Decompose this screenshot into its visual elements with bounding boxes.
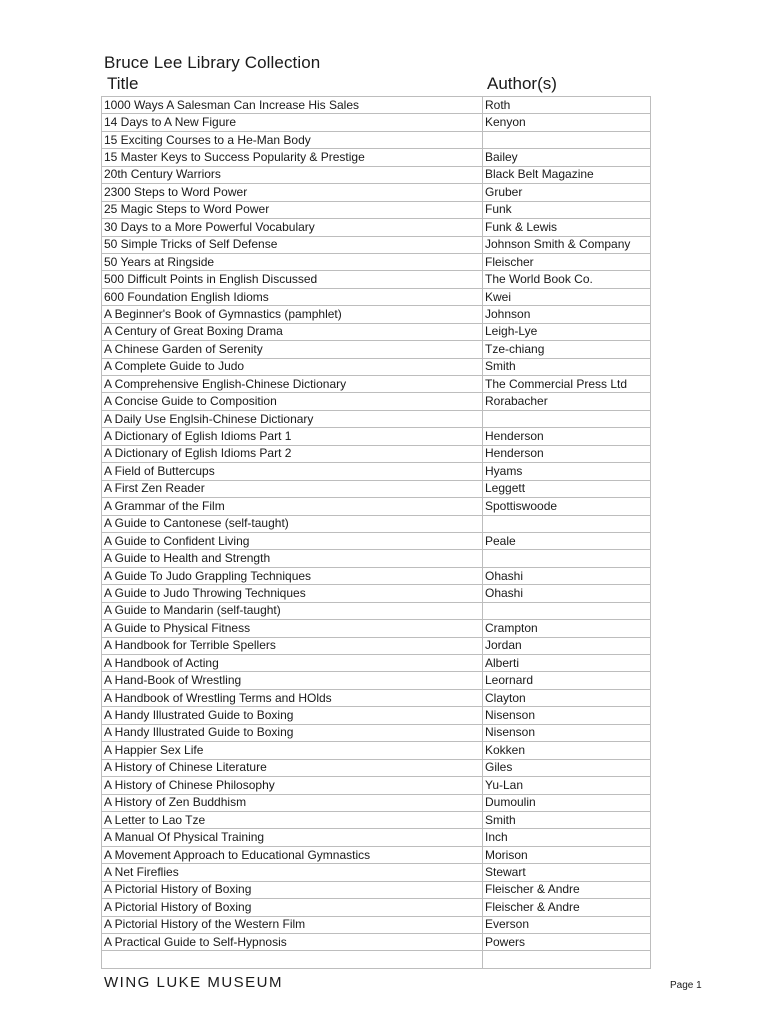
book-author-cell: Fleischer & Andre: [483, 899, 651, 916]
table-row: [102, 585, 651, 602]
table-row: [102, 532, 651, 549]
table-row: [102, 811, 651, 828]
book-title-cell: A Grammar of the Film: [102, 498, 483, 515]
book-author-cell: [483, 951, 651, 968]
book-title-cell: A Practical Guide to Self-Hypnosis: [102, 934, 483, 951]
book-author-cell: Leigh-Lye: [483, 323, 651, 340]
table-row: [102, 271, 651, 288]
book-title-cell: A Guide to Mandarin (self-taught): [102, 602, 483, 619]
book-title-cell: A Handy Illustrated Guide to Boxing: [102, 724, 483, 741]
book-title-cell: A Handbook for Terrible Spellers: [102, 637, 483, 654]
book-author-cell: Smith: [483, 358, 651, 375]
book-author-cell: [483, 410, 651, 427]
book-author-cell: Clayton: [483, 689, 651, 706]
table-row: [102, 515, 651, 532]
book-title-cell: A Guide to Physical Fitness: [102, 620, 483, 637]
book-author-cell: Powers: [483, 934, 651, 951]
table-row: [102, 376, 651, 393]
book-author-cell: [483, 550, 651, 567]
book-title-cell: A Happier Sex Life: [102, 742, 483, 759]
book-author-cell: Kokken: [483, 742, 651, 759]
book-title-cell: A Century of Great Boxing Drama: [102, 323, 483, 340]
book-author-cell: Ohashi: [483, 567, 651, 584]
table-row: [102, 899, 651, 916]
book-title-cell: A Hand-Book of Wrestling: [102, 672, 483, 689]
book-author-cell: The Commercial Press Ltd: [483, 376, 651, 393]
book-author-cell: Hyams: [483, 463, 651, 480]
table-row: [102, 637, 651, 654]
book-title-cell: A Manual Of Physical Training: [102, 829, 483, 846]
book-title-cell: 2300 Steps to Word Power: [102, 184, 483, 201]
table-row: [102, 916, 651, 933]
book-author-cell: Peale: [483, 532, 651, 549]
table-row: [102, 550, 651, 567]
book-author-cell: Nisenson: [483, 707, 651, 724]
table-row: [102, 829, 651, 846]
book-author-cell: Tze-chiang: [483, 341, 651, 358]
book-author-cell: Bailey: [483, 149, 651, 166]
book-author-cell: Everson: [483, 916, 651, 933]
book-title-cell: A Dictionary of Eglish Idioms Part 1: [102, 428, 483, 445]
book-author-cell: Spottiswoode: [483, 498, 651, 515]
table-row: [102, 759, 651, 776]
table-row: [102, 358, 651, 375]
book-author-cell: Funk & Lewis: [483, 219, 651, 236]
book-author-cell: [483, 131, 651, 148]
book-author-cell: Henderson: [483, 428, 651, 445]
table-row: [102, 184, 651, 201]
book-title-cell: 1000 Ways A Salesman Can Increase His Sales: [102, 97, 483, 114]
book-title-cell: A Pictorial History of Boxing: [102, 899, 483, 916]
book-author-cell: Yu-Lan: [483, 777, 651, 794]
book-author-cell: Leornard: [483, 672, 651, 689]
book-title-cell: A Comprehensive English-Chinese Dictionary: [102, 376, 483, 393]
book-title-cell: A History of Zen Buddhism: [102, 794, 483, 811]
book-author-cell: Giles: [483, 759, 651, 776]
table-row: [102, 777, 651, 794]
book-title-cell: A Letter to Lao Tze: [102, 811, 483, 828]
book-title-cell: A Pictorial History of the Western Film: [102, 916, 483, 933]
table-row: [102, 672, 651, 689]
table-row: [102, 288, 651, 305]
book-title-cell: A Movement Approach to Educational Gymnastics: [102, 846, 483, 863]
book-author-cell: Morison: [483, 846, 651, 863]
book-title-cell: A Pictorial History of Boxing: [102, 881, 483, 898]
book-author-cell: The World Book Co.: [483, 271, 651, 288]
book-title-cell: A Guide to Judo Throwing Techniques: [102, 585, 483, 602]
table-row: [102, 445, 651, 462]
table-row: [102, 166, 651, 183]
book-title-cell: A Guide to Confident Living: [102, 532, 483, 549]
table-row: [102, 341, 651, 358]
book-author-cell: Fleischer & Andre: [483, 881, 651, 898]
book-author-cell: Stewart: [483, 864, 651, 881]
table-row: [102, 742, 651, 759]
book-title-cell: A Field of Buttercups: [102, 463, 483, 480]
book-title-cell: A Guide to Health and Strength: [102, 550, 483, 567]
column-header-author: Author(s): [487, 74, 557, 93]
book-title-cell: 500 Difficult Points in English Discussed: [102, 271, 483, 288]
book-title-cell: A Chinese Garden of Serenity: [102, 341, 483, 358]
book-title-cell: 15 Exciting Courses to a He-Man Body: [102, 131, 483, 148]
book-author-cell: Henderson: [483, 445, 651, 462]
book-author-cell: Black Belt Magazine: [483, 166, 651, 183]
table-row: [102, 201, 651, 218]
table-row: [102, 864, 651, 881]
table-row: [102, 934, 651, 951]
table-row: [102, 655, 651, 672]
table-row: [102, 410, 651, 427]
table-row: [102, 794, 651, 811]
book-title-cell: A Daily Use Englsih-Chinese Dictionary: [102, 410, 483, 427]
book-title-cell: 15 Master Keys to Success Popularity & Prestige: [102, 149, 483, 166]
book-title-cell: [102, 951, 483, 968]
book-author-cell: Jordan: [483, 637, 651, 654]
book-author-cell: [483, 602, 651, 619]
book-author-cell: Gruber: [483, 184, 651, 201]
book-title-cell: A Handbook of Wrestling Terms and HOlds: [102, 689, 483, 706]
table-row: [102, 846, 651, 863]
book-author-cell: Kenyon: [483, 114, 651, 131]
table-row: [102, 114, 651, 131]
table-row: [102, 602, 651, 619]
book-title-cell: A Complete Guide to Judo: [102, 358, 483, 375]
table-row: [102, 393, 651, 410]
book-author-cell: Funk: [483, 201, 651, 218]
book-title-cell: A Guide to Cantonese (self-taught): [102, 515, 483, 532]
book-title-cell: 600 Foundation English Idioms: [102, 288, 483, 305]
book-title-cell: 30 Days to a More Powerful Vocabulary: [102, 219, 483, 236]
book-title-cell: A First Zen Reader: [102, 480, 483, 497]
table-row: [102, 149, 651, 166]
book-title-cell: A Net Fireflies: [102, 864, 483, 881]
book-author-cell: Leggett: [483, 480, 651, 497]
table-row: [102, 689, 651, 706]
table-row: [102, 620, 651, 637]
table-row: [102, 97, 651, 114]
book-author-cell: Roth: [483, 97, 651, 114]
table-row: [102, 567, 651, 584]
book-author-cell: Johnson Smith & Company: [483, 236, 651, 253]
book-title-cell: 20th Century Warriors: [102, 166, 483, 183]
book-title-cell: 14 Days to A New Figure: [102, 114, 483, 131]
book-author-cell: Johnson: [483, 306, 651, 323]
book-author-cell: Kwei: [483, 288, 651, 305]
table-row: [102, 323, 651, 340]
column-header-title: Title: [107, 74, 139, 93]
book-title-cell: A Beginner's Book of Gymnastics (pamphlet): [102, 306, 483, 323]
table-row: [102, 480, 651, 497]
book-author-cell: Rorabacher: [483, 393, 651, 410]
table-row: [102, 306, 651, 323]
book-title-cell: A History of Chinese Philosophy: [102, 777, 483, 794]
book-author-cell: [483, 515, 651, 532]
table-row: [102, 498, 651, 515]
footer-page-number: Page 1: [670, 980, 702, 991]
book-title-cell: A Concise Guide to Composition: [102, 393, 483, 410]
table-row: [102, 253, 651, 270]
table-row: [102, 881, 651, 898]
book-title-cell: A Handy Illustrated Guide to Boxing: [102, 707, 483, 724]
book-title-cell: 50 Simple Tricks of Self Defense: [102, 236, 483, 253]
footer-museum-name: WING LUKE MUSEUM: [104, 974, 284, 991]
table-row: [102, 219, 651, 236]
table-row: [102, 428, 651, 445]
table-row: [102, 951, 651, 968]
book-title-cell: A Handbook of Acting: [102, 655, 483, 672]
book-author-cell: Inch: [483, 829, 651, 846]
table-row: [102, 131, 651, 148]
book-author-cell: Ohashi: [483, 585, 651, 602]
book-author-cell: Smith: [483, 811, 651, 828]
table-row: [102, 724, 651, 741]
book-author-cell: Fleischer: [483, 253, 651, 270]
document-heading: Bruce Lee Library Collection: [104, 53, 321, 72]
book-title-cell: A Guide To Judo Grappling Techniques: [102, 567, 483, 584]
book-title-cell: 25 Magic Steps to Word Power: [102, 201, 483, 218]
book-title-cell: A History of Chinese Literature: [102, 759, 483, 776]
book-author-cell: Dumoulin: [483, 794, 651, 811]
table-row: [102, 707, 651, 724]
book-author-cell: Crampton: [483, 620, 651, 637]
catalog-table-body: [102, 97, 651, 969]
book-author-cell: Alberti: [483, 655, 651, 672]
book-title-cell: 50 Years at Ringside: [102, 253, 483, 270]
book-title-cell: A Dictionary of Eglish Idioms Part 2: [102, 445, 483, 462]
library-catalog-table: [101, 96, 651, 969]
book-author-cell: Nisenson: [483, 724, 651, 741]
table-row: [102, 236, 651, 253]
table-row: [102, 463, 651, 480]
